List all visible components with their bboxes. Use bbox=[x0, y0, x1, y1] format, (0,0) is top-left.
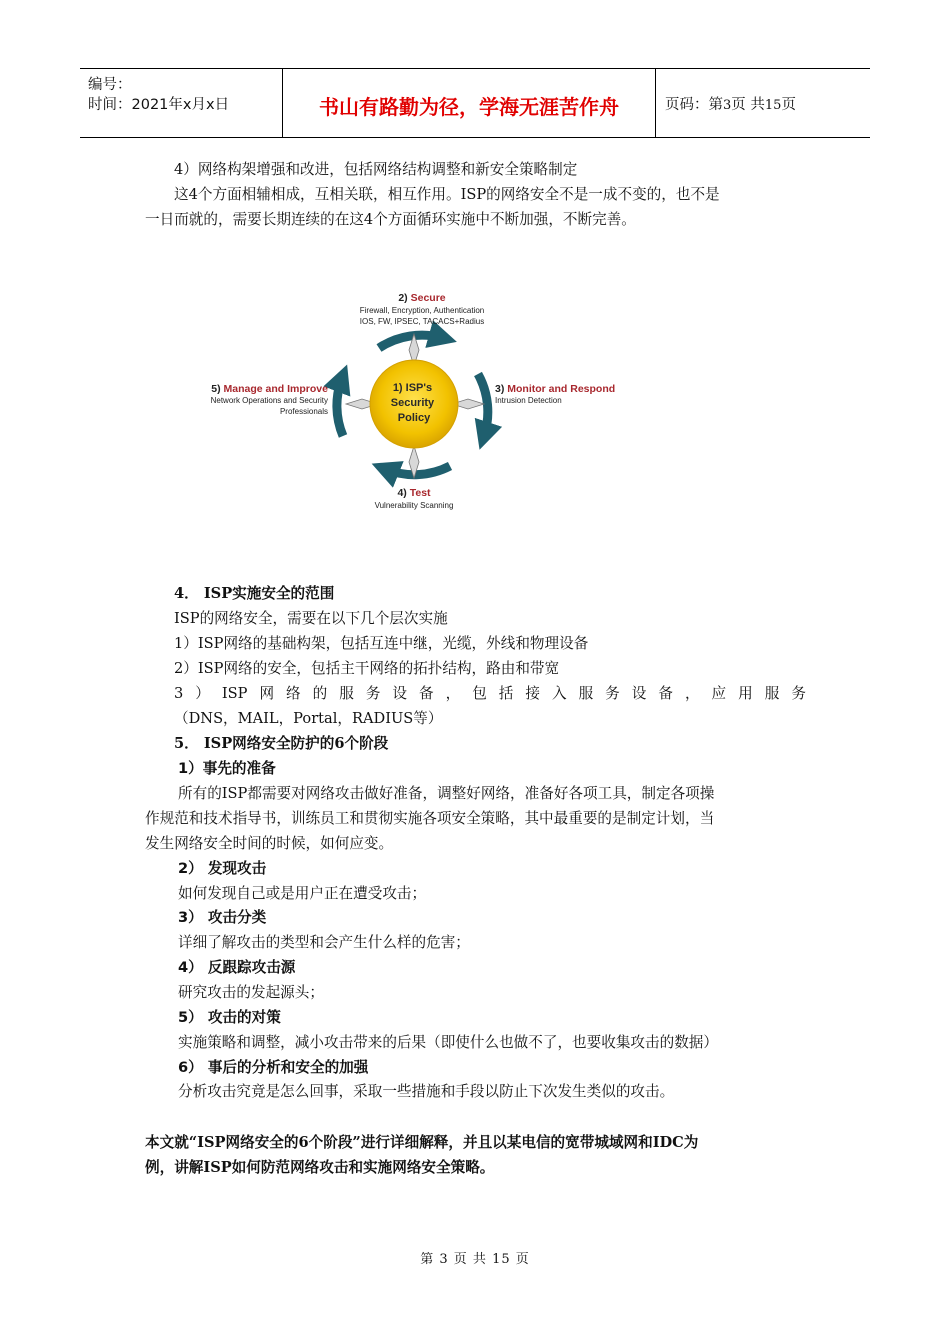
left-stage-desc-2: Professionals bbox=[279, 407, 328, 416]
summary-line-1: 本文就“ISP网络安全的6个阶段”进行详细解释，并且以某电信的宽带城域网和IDC为 bbox=[145, 1134, 699, 1151]
justified-word: 备 bbox=[419, 685, 434, 702]
justified-word: 设 bbox=[392, 685, 408, 702]
stage-1-heading: 1）事先的准备 bbox=[178, 760, 276, 777]
justified-word: ISP bbox=[221, 685, 248, 702]
top-stage-desc-1: Firewall, Encryption, Authentication bbox=[359, 306, 485, 315]
justified-word: 用 bbox=[738, 685, 753, 702]
justified-word: 应 bbox=[711, 685, 727, 702]
header-meta bbox=[80, 69, 282, 137]
stage-2-text: 如何发现自己或是用户正在遭受攻击； bbox=[178, 885, 427, 902]
top-stage-title: 2) Secure bbox=[398, 292, 446, 304]
justified-word: 备 bbox=[658, 685, 673, 702]
stage-3-heading: 3） 攻击分类 bbox=[178, 909, 267, 926]
summary-line-2: 例，讲解ISP如何防范网络攻击和实施网络安全策略。 bbox=[145, 1159, 495, 1176]
section-4-item-2: 2）ISP网络的安全，包括主干网络的拓扑结构，路由和带宽 bbox=[174, 660, 560, 677]
stage-6-heading: 6） 事后的分析和安全的加强 bbox=[178, 1059, 369, 1076]
justified-word: 设 bbox=[631, 685, 647, 702]
stage-6-text: 分析攻击究竟是怎么回事，采取一些措施和手段以防止下次发生类似的攻击。 bbox=[178, 1083, 675, 1100]
footer-prefix: 第 bbox=[420, 1252, 435, 1267]
justified-word: 括 bbox=[498, 685, 514, 702]
center-line-1: 1) ISP's bbox=[392, 382, 433, 394]
stage-4-heading: 4） 反跟踪攻击源 bbox=[178, 959, 296, 976]
left-stage-desc-1: Network Operations and Security bbox=[210, 396, 328, 405]
section-4-intro: ISP的网络安全，需要在以下几个层次实施 bbox=[174, 610, 448, 627]
section-5-heading: 5． ISP网络安全防护的6个阶段 bbox=[174, 735, 389, 752]
justified-word: 务 bbox=[605, 685, 620, 702]
bottom-stage-title: 4) Test bbox=[397, 487, 431, 499]
right-stage-title: 3) Monitor and Respond bbox=[495, 383, 616, 395]
page-footer bbox=[0, 1248, 950, 1267]
page-prefix: 页码：第 bbox=[665, 97, 723, 113]
stage-3-text: 详细了解攻击的类型和会产生什么样的危害； bbox=[178, 934, 470, 951]
stage-1-text: 所有的ISP都需要对网络攻击做好准备，调整好网络，准备好各项工具，制定各项操 bbox=[178, 785, 715, 802]
motto: 书山有路勤为径，学海无涯苦作舟 bbox=[319, 95, 619, 119]
justified-word: 包 bbox=[472, 685, 487, 702]
paragraph-item-4: 4）网络构架增强和改进，包括网络结构调整和新安全策略制定 bbox=[174, 161, 578, 178]
justified-word: 服 bbox=[764, 685, 780, 702]
header-page-info bbox=[665, 93, 796, 114]
paragraph-line: 一日而就的，需要长期连续的在这4个方面循环实施中不断加强，不断完善。 bbox=[145, 211, 636, 228]
section-4-item-3-cont: （DNS，MAIL，Portal，RADIUS等） bbox=[174, 710, 443, 727]
section-4-item-1: 1）ISP网络的基础构架，包括互连中继，光缆，外线和物理设备 bbox=[174, 635, 589, 652]
footer-mid: 页 共 bbox=[453, 1252, 487, 1267]
justified-word: 3 bbox=[174, 685, 184, 702]
document-header bbox=[80, 68, 870, 138]
justified-word: 务 bbox=[365, 685, 381, 702]
footer-suffix: 页 bbox=[515, 1252, 530, 1267]
footer-page-number: 3 bbox=[439, 1252, 449, 1267]
justified-word: 网 bbox=[259, 685, 275, 702]
stage-2-heading: 2） 发现攻击 bbox=[178, 860, 267, 877]
justified-word: 入 bbox=[551, 685, 567, 702]
justified-word: 的 bbox=[312, 685, 328, 702]
number-label: 编号： bbox=[88, 77, 132, 93]
top-stage-desc-2: IOS, FW, IPSEC, TACACS+Radius bbox=[359, 317, 485, 326]
justified-word: ） bbox=[195, 685, 210, 702]
arrow-left bbox=[337, 378, 343, 436]
section-4-heading: 4． ISP实施安全的范围 bbox=[174, 585, 335, 602]
header-motto-cell bbox=[282, 69, 656, 137]
page-total: 15 bbox=[764, 98, 782, 113]
paragraph-line: 这4个方面相辅相成，互相关联，相互作用。ISP的网络安全不是一成不变的，也不是 bbox=[174, 186, 720, 203]
stage-4-text: 研究攻击的发起源头； bbox=[178, 984, 324, 1001]
stage-1-text: 发生网络安全时间的时候，如何应变。 bbox=[145, 835, 394, 852]
justified-word: 络 bbox=[286, 685, 301, 702]
stage-5-text: 实施策略和调整，减小攻击带来的后果（即使什么也做不了，也要收集攻击的数据） bbox=[178, 1034, 718, 1051]
page-mid: 页 共 bbox=[731, 97, 765, 113]
section-4-item-3 bbox=[174, 684, 806, 704]
right-stage-desc: Intrusion Detection bbox=[495, 396, 562, 405]
stage-1-text: 作规范和技术指导书，训练员工和贯彻实施各项安全策略，其中最重要的是制定计划，当 bbox=[145, 810, 715, 827]
justified-word: 服 bbox=[339, 685, 354, 702]
stage-5-heading: 5） 攻击的对策 bbox=[178, 1009, 281, 1026]
footer-page-total: 15 bbox=[492, 1252, 511, 1267]
justified-word: ， bbox=[684, 685, 700, 702]
center-line-3: Policy bbox=[397, 412, 431, 424]
justified-word: 务 bbox=[791, 685, 806, 702]
security-wheel-diagram bbox=[180, 286, 640, 516]
justified-word: 服 bbox=[578, 685, 594, 702]
time-label: 时间：2021年x月x日 bbox=[88, 97, 230, 113]
left-stage-title: 5) Manage and Improve bbox=[211, 383, 328, 395]
justified-word: 接 bbox=[525, 685, 540, 702]
page-number: 3 bbox=[723, 98, 732, 113]
bottom-stage-desc: Vulnerability Scanning bbox=[374, 501, 454, 510]
justified-word: ， bbox=[445, 685, 461, 702]
page-suffix: 页 bbox=[781, 97, 796, 113]
center-line-2: Security bbox=[390, 397, 435, 409]
